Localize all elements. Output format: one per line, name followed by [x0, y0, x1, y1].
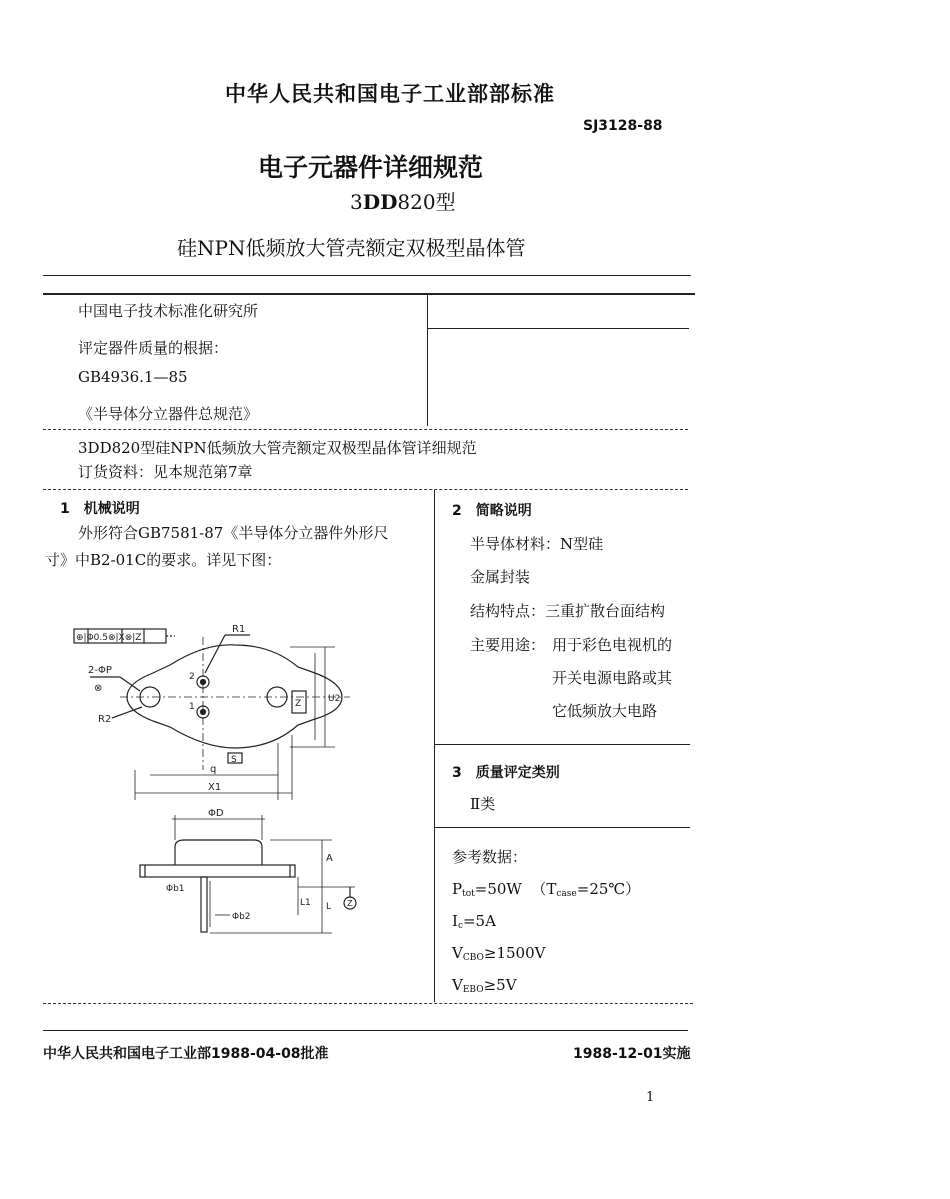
datum-z-label: Z	[347, 899, 353, 908]
dim-z-label: Z	[295, 699, 302, 709]
section1-line2: 寸》中B2-01C的要求。详见下图：	[45, 551, 282, 569]
section3-bottom-rule	[434, 827, 690, 828]
section1-line1: 外形符合GB7581-87《半导体分立器件外形尺	[78, 524, 389, 542]
sections-top-rule	[43, 489, 688, 490]
info-dashed-rule	[43, 429, 688, 430]
section3-category: Ⅱ类	[470, 795, 496, 813]
reference-vebo: $V_{EBO}\ge 5V$	[452, 976, 517, 995]
dim-x1-label: X1	[208, 782, 222, 793]
title-rule	[43, 275, 691, 276]
basis-standard: GB4936.1—85	[78, 368, 188, 386]
dim-s-label: S	[231, 755, 237, 765]
section2-bottom-rule	[434, 744, 690, 745]
section3-heading: 3 质量评定类别	[452, 765, 560, 781]
dim-l1-label: L1	[300, 898, 311, 908]
package-side-flange	[140, 865, 295, 877]
footer-rule	[43, 1030, 688, 1031]
dim-phid-label: ΦD	[208, 808, 224, 819]
dim-a-label: A	[326, 853, 333, 864]
r1-label: R1	[232, 624, 246, 635]
section2-material: 半导体材料：N型硅	[470, 535, 604, 553]
ministry-standard: 中华人民共和国电子工业部部标准	[225, 82, 555, 106]
pin1-label: 1	[189, 702, 195, 712]
reference-ptot: $P_{tot}=50W$ $(T_{case}=25℃)$	[452, 880, 641, 899]
hole-note-label: 2-ΦP	[88, 665, 112, 676]
pin2-label: 2	[189, 672, 195, 682]
basis-label: 评定器件质量的根据：	[78, 339, 229, 357]
outline-drawing	[60, 615, 390, 940]
basis-standard-name: 《半导体分立器件总规范》	[78, 405, 259, 423]
info-divider	[427, 294, 428, 426]
box-top-rule	[43, 293, 695, 295]
document-subtitle: 硅NPN低频放大管壳额定双极型晶体管	[177, 236, 526, 260]
dim-phib1-label: Φb1	[166, 884, 185, 894]
full-spec-title: 3DD820型硅NPN低频放大管壳额定双极型晶体管详细规范	[78, 439, 477, 457]
section2-use-label: 主要用途：	[470, 636, 546, 654]
standard-number: SJ3128-88	[583, 118, 663, 134]
section2-use-line1: 用于彩色电视机的	[552, 636, 673, 654]
document-title: 电子元器件详细规范	[258, 153, 484, 182]
ordering-info: 订货资料：见本规范第7章	[78, 463, 253, 481]
info-right-rule	[427, 328, 689, 329]
org-name: 中国电子技术标准化研究所	[78, 302, 259, 320]
r2-label: R2	[98, 714, 112, 725]
body-column-divider	[434, 490, 435, 1002]
section2-heading: 2 简略说明	[452, 503, 532, 519]
section2-structure: 结构特点：三重扩散台面结构	[470, 602, 666, 620]
pin-lead	[201, 877, 207, 932]
hole-symbol-label: ⊗	[94, 683, 103, 694]
approval-statement: 中华人民共和国电子工业部1988-04-08批准	[43, 1046, 329, 1062]
section1-heading: 1 机械说明	[60, 501, 140, 517]
reference-label: 参考数据：	[452, 848, 528, 866]
reference-ic: $I_c=5A$	[452, 912, 496, 931]
body-bottom-rule	[43, 1003, 693, 1004]
dim-phib2-label: Φb2	[232, 912, 251, 922]
dim-l-label: L	[326, 902, 332, 912]
dim-q-label: q	[210, 764, 217, 775]
section2-use-line2: 开关电源电路或其	[552, 669, 673, 687]
effective-date: 1988-12-01实施	[573, 1046, 691, 1062]
package-top-outline	[127, 645, 342, 748]
section2-use-line3: 它低频放大电路	[552, 702, 658, 720]
reference-vcbo: $V_{CBO}\ge 1500V$	[452, 944, 546, 963]
dim-u2-label: U2	[328, 694, 341, 704]
tolerance-frame-text: ⊕|Φ0.5⊗|X⊗|Z	[76, 633, 142, 643]
package-side-cap	[175, 840, 262, 865]
model-number: 3DD820型	[350, 190, 456, 214]
section2-package: 金属封装	[470, 568, 531, 586]
page-number: 1	[646, 1090, 655, 1105]
